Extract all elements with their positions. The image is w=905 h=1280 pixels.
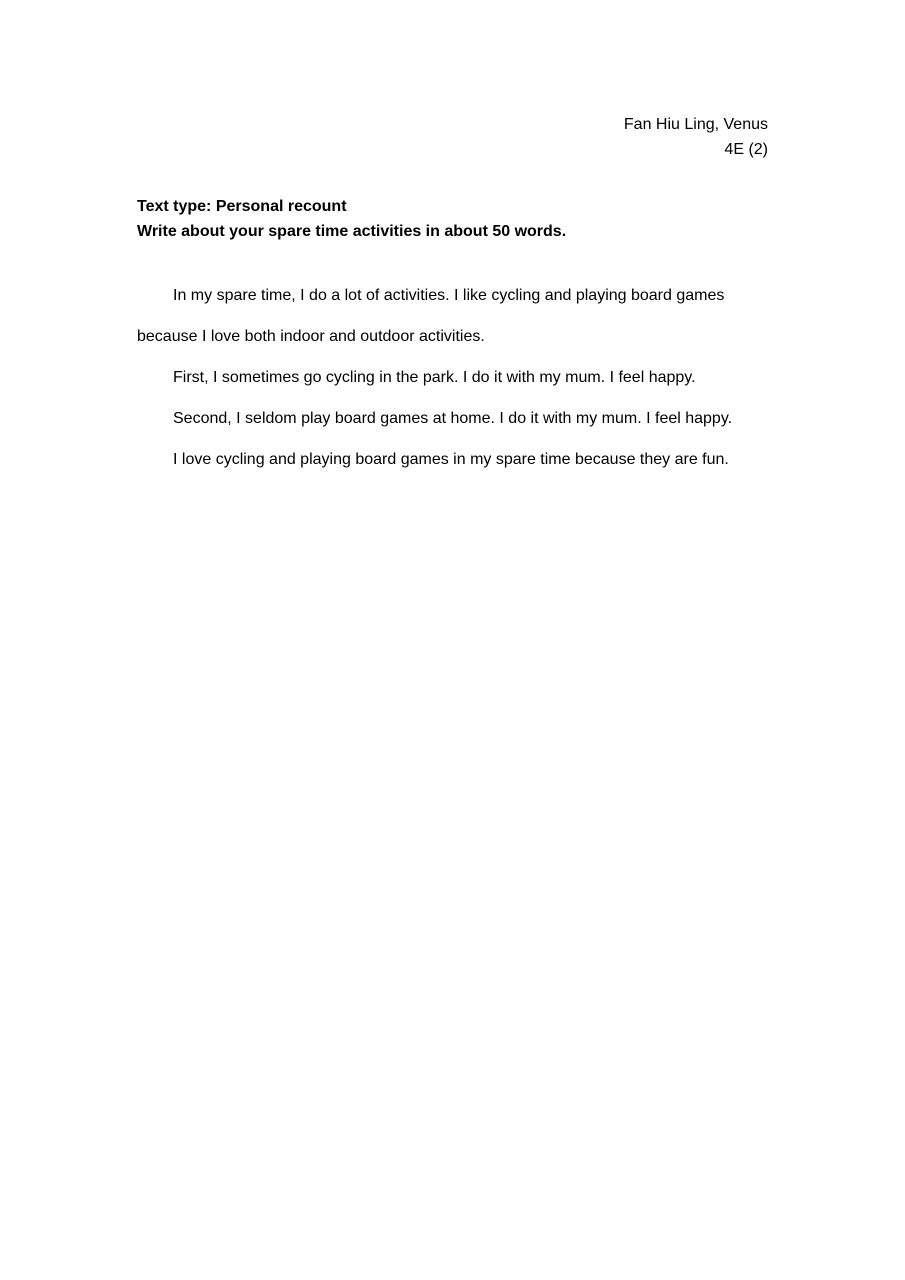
- student-info: [624, 112, 768, 162]
- paragraph-2: First, I sometimes go cycling in the park. I do it with my mum. I feel happy.: [173, 369, 696, 386]
- essay-body: [137, 283, 777, 472]
- paragraph-3: Second, I seldom play board games at home. I do it with my mum. I feel happy.: [173, 410, 733, 427]
- paragraph-4: I love cycling and playing board games in my spare time because they are fun.: [173, 451, 729, 468]
- paragraph-1-line-2: because I love both indoor and outdoor activities.: [137, 328, 485, 345]
- writing-prompt: Write about your spare time activities in about 50 words.: [137, 223, 567, 240]
- task-instructions: [137, 194, 566, 244]
- text-type-heading: Text type: Personal recount: [137, 198, 347, 215]
- paragraph-1-line-1: In my spare time, I do a lot of activities. I like cycling and playing board games: [173, 287, 725, 304]
- student-name: Fan Hiu Ling, Venus: [623, 116, 768, 133]
- class-number: 4E (2): [724, 141, 768, 158]
